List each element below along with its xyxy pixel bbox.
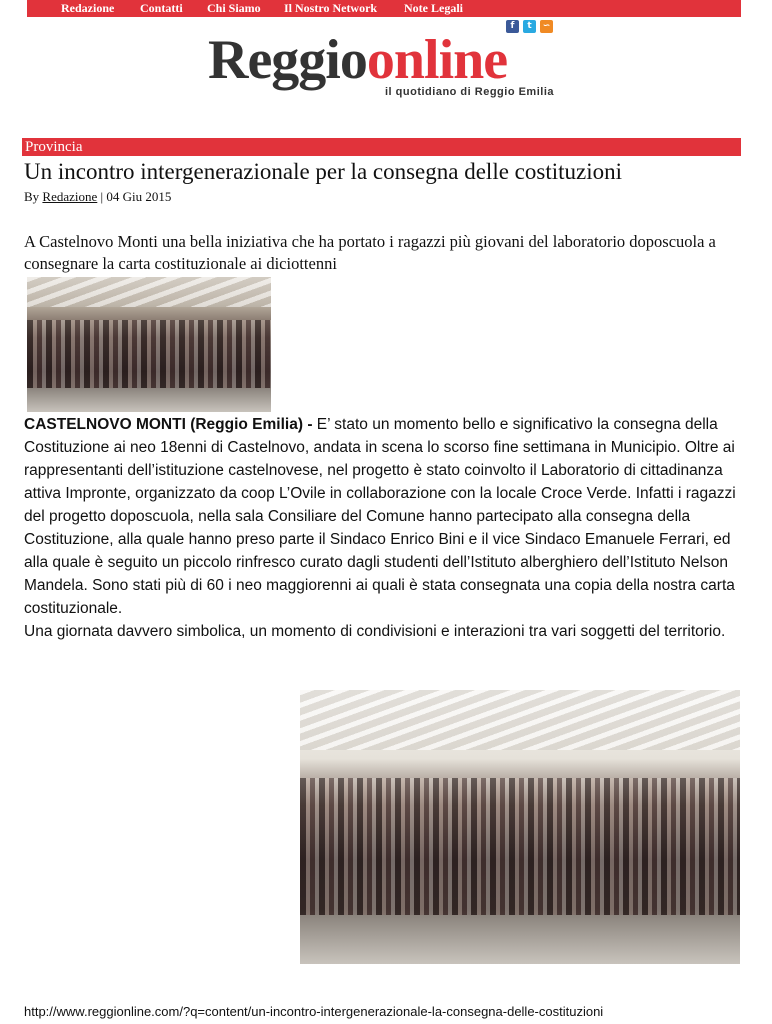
photo-crowd [300,778,740,915]
nav-link-contatti[interactable]: Contatti [140,1,183,15]
nav-link-network[interactable]: Il Nostro Network [284,1,378,15]
photo-ceiling [27,277,271,307]
site-logo[interactable] [208,30,558,102]
category-label[interactable]: Provincia [25,139,83,155]
article-photo-2 [300,690,740,964]
article-photo-1 [27,277,271,412]
article-paragraph-2: Una giornata davvero simbolica, un momento di condivisioni e interazioni tra vari soggetti del territorio. [24,623,726,640]
author-link[interactable]: Redazione [42,189,98,204]
nav-link-chi-siamo[interactable]: Chi Siamo [207,1,261,15]
logo-tagline: il quotidiano di Reggio Emilia [385,86,554,98]
logo-wordmark: Reggioonline [208,29,508,91]
article-dateline: CASTELNOVO MONTI (Reggio Emilia) - [24,416,313,433]
paragraph-1-text: E’ stato un momento bello e significativo la consegna della Costituzione ai neo 18enni di Castelnovo, andata in scena lo scorso fine settimana in Municipio. Oltre ai rappresentanti dell’istituzione castelnovese, nel progetto è stato coinvolto il Laboratorio di cittadinanza attiva Impronte, organizzato da coop L’Ovile in collaborazione con la locale Croce Verde. Infatti i ragazzi del progetto doposcuola, nella sala Consiliare del Comune hanno partecipato alla consegna della Costituzione, alla quale hanno preso parte il Sindaco Enrico Bini e il vice Sindaco Emanuele Ferrari, ed alla quale è seguito un piccolo rinfresco curato dagli studenti dell’Istituto alberghiero dell’Istituto Nelson Mandela. Sono stati più di 60 i neo maggiorenni ai quali è stata consegnata una copia della nostra carta costituzionale. [24,416,736,617]
twitter-icon[interactable]: t [523,20,536,33]
article-body [24,413,750,643]
article-paragraph-1 [24,413,750,620]
article-lead: A Castelnovo Monti una bella iniziativa che ha portato i ragazzi più giovani del laboratorio doposcuola a consegnare la carta costituzionale ai diciottenni [24,232,716,273]
article-byline [24,189,171,205]
rss-icon[interactable]: ∽ [540,20,553,33]
photo-floor [27,388,271,412]
nav-link-note-legali[interactable]: Note Legali [404,1,463,15]
photo-floor [300,915,740,964]
footer-url: http://www.reggionline.com/?q=content/un-incontro-intergenerazionale-la-consegna-delle-costituzioni [24,1004,604,1019]
article-title: Un incontro intergenerazionale per la consegna delle costituzioni [24,159,622,184]
photo-ceiling [300,690,740,750]
category-bar [22,138,741,156]
photo-crowd [27,320,271,388]
facebook-icon[interactable]: f [506,20,519,33]
article-date: | 04 Giu 2015 [100,189,172,204]
top-navigation [27,0,741,17]
nav-link-redazione[interactable]: Redazione [61,1,115,15]
byline-prefix: By [24,189,40,204]
